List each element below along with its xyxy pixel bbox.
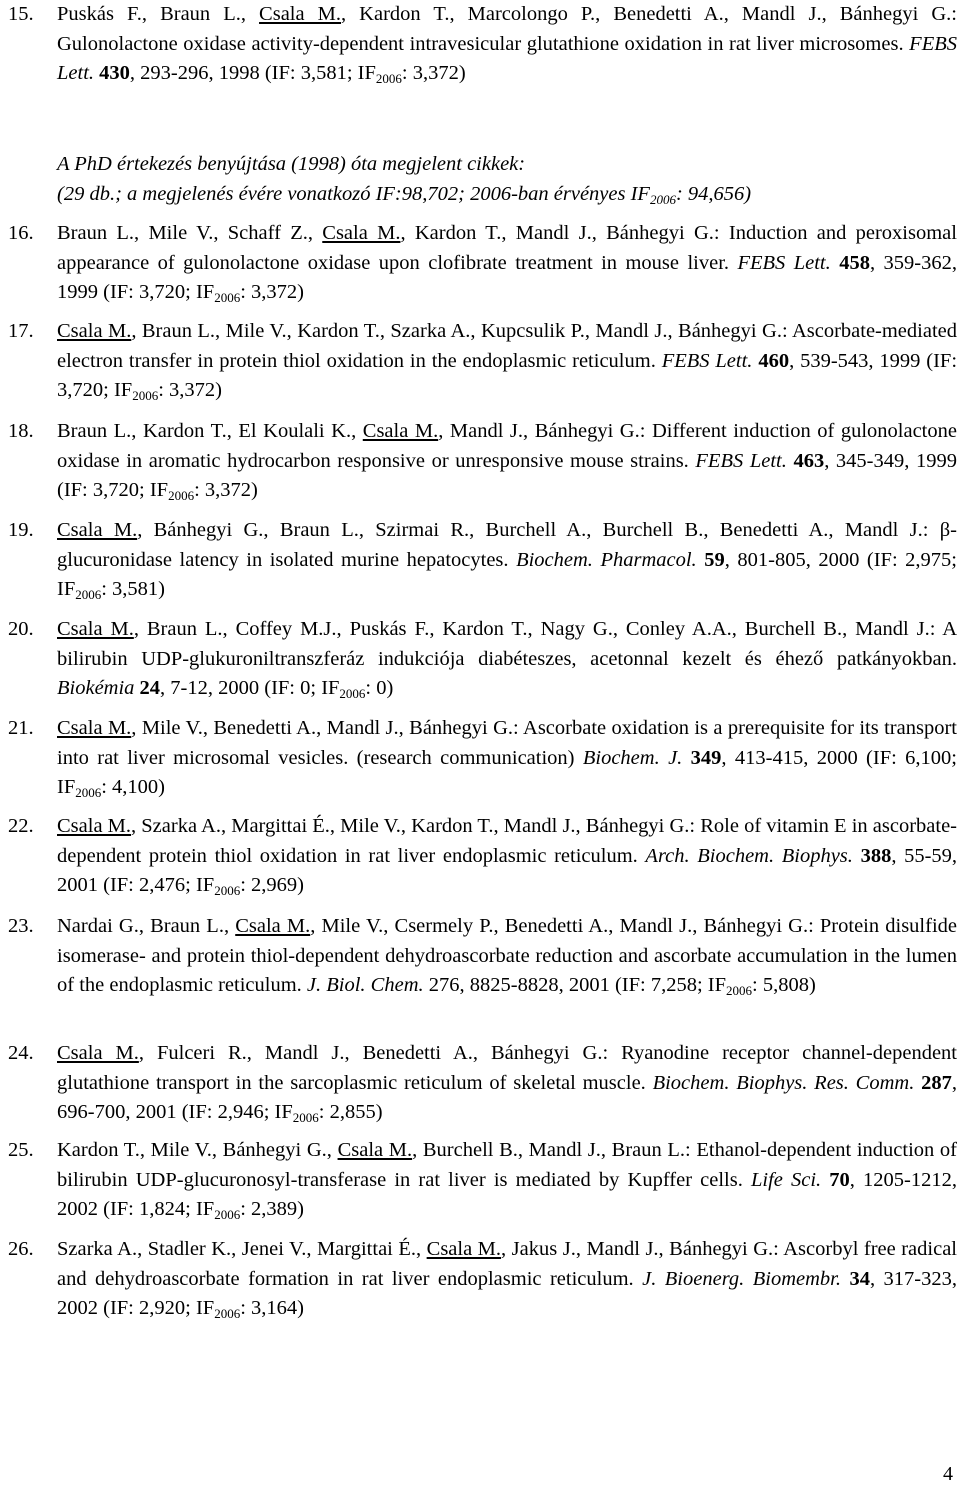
if-value: : 3,581) xyxy=(101,578,166,600)
if-value: : 3,372) xyxy=(401,62,466,84)
reference-authors: Braun L., Mile V., Schaff Z., xyxy=(57,222,323,244)
if-value: : 0) xyxy=(365,677,394,699)
reference-20 xyxy=(8,615,957,704)
reference-pages: , 801-805, 2000 (IF: 2,975; IF xyxy=(57,548,958,600)
reference-authors: , Mandl J., Bánhegyi G.: xyxy=(438,420,652,442)
reference-pages: , 359-362, 1999 (IF: 3,720; IF xyxy=(57,251,957,303)
reference-text xyxy=(57,1235,957,1324)
journal-name: FEBS Lett. xyxy=(57,32,957,84)
journal-name: J. Bioenerg. Biomembr. xyxy=(642,1267,841,1290)
reference-pages: , 7-12, 2000 (IF: 0; IF xyxy=(160,677,340,699)
reference-title: Induction and peroxisomal appearance of gulonolactone oxidase upon clofibrate treatment in mouse liver. xyxy=(57,222,957,274)
if-year: 2006 xyxy=(168,488,195,503)
journal-volume: 349 xyxy=(690,746,722,769)
reference-23 xyxy=(8,912,957,1001)
highlighted-author: Csala M. xyxy=(57,320,132,342)
reference-authors: , Kardon T., Marcolongo P., Benedetti A., Mandl J., Bánhegyi G.: xyxy=(341,3,957,25)
heading-line-1: A PhD értekezés benyújtása (1998) óta megjelent cikkek: xyxy=(57,153,526,175)
if-value: : 3,372) xyxy=(158,379,222,401)
reference-number: 15. xyxy=(8,3,34,25)
highlighted-author: Csala M. xyxy=(57,815,132,837)
reference-title: Ethanol-dependent induction of bilirubin UDP-glucuronosyl-transferase in rat liver is mediated by Kupffer cells. xyxy=(57,1139,958,1191)
page-number: 4 xyxy=(943,1463,953,1485)
if-value: : 2,969) xyxy=(240,874,304,896)
if-year: 2006 xyxy=(75,587,102,602)
journal-volume: 59 xyxy=(704,548,725,571)
reference-pages: , 539-543, 1999 (IF: 3,720; IF xyxy=(57,349,958,401)
if-year: 2006 xyxy=(214,1207,241,1222)
journal-name: Biochem. J. xyxy=(582,746,683,769)
if-year: 2006 xyxy=(726,983,753,998)
journal-name: Biochem. Pharmacol. xyxy=(516,548,697,571)
journal-name: FEBS Lett. xyxy=(661,349,753,372)
reference-title: Ascorbate oxidation is a prerequisite for its transport into rat liver microsomal vesicles. (research communication) xyxy=(57,717,957,769)
journal-name: FEBS Lett. xyxy=(737,251,831,274)
reference-number: 22. xyxy=(8,815,34,837)
reference-authors: Puskás F., Braun L., xyxy=(57,3,260,25)
journal-volume: 458 xyxy=(839,251,870,274)
reference-15 xyxy=(8,0,957,89)
if-value: : 4,100) xyxy=(101,776,166,798)
reference-text xyxy=(57,516,957,605)
journal-name: Biokémia xyxy=(57,677,135,699)
journal-volume: 287 xyxy=(921,1071,952,1094)
reference-number: 19. xyxy=(8,519,34,541)
reference-title: Different induction of gulonolactone oxidase in aromatic hydrocarbon responsive or unresponsive mouse strains. xyxy=(57,420,957,472)
journal-volume: 34 xyxy=(849,1267,870,1290)
journal-name: J. Biol. Chem. xyxy=(306,974,424,996)
if-value: : 5,808) xyxy=(752,974,816,996)
reference-24 xyxy=(8,1039,957,1128)
reference-title: Gulonolactone oxidase activity-dependent intravesicular glutathione oxidation in rat liver microsomes. xyxy=(57,32,910,55)
journal-name: Biochem. Biophys. Res. Comm. xyxy=(652,1071,915,1094)
heading-line-2: (29 db.; a megjelenés évére vonatkozó IF:98,702; 2006-ban érvényes $IF_{2006}$: 94,656) xyxy=(57,182,752,207)
journal-volume: 388 xyxy=(860,844,892,867)
reference-authors: , Szarka A., Margittai É., Mile V., Kardon T., Mandl J., Bánhegyi G.: xyxy=(131,815,701,837)
highlighted-author: Csala M. xyxy=(235,915,311,937)
if-year: 2006 xyxy=(214,883,241,898)
if-year: 2006 xyxy=(292,1110,319,1125)
if-year: 2006 xyxy=(75,785,102,800)
highlighted-author: Csala M. xyxy=(322,222,401,244)
if-value: : 3,372) xyxy=(240,281,304,303)
reference-title: Ryanodine receptor channel-dependent glutathione transport in the sarcoplasmic reticulum of skeletal muscle. xyxy=(57,1042,957,1094)
reference-text xyxy=(57,417,957,506)
journal-volume: 70 xyxy=(829,1168,850,1191)
reference-authors: , Kardon T., Mandl J., Bánhegyi G.: xyxy=(400,222,729,244)
highlighted-author: Csala M. xyxy=(362,420,439,442)
if-year: 2006 xyxy=(214,290,241,305)
reference-pages: , 696-700, 2001 (IF: 2,946; IF xyxy=(57,1071,958,1123)
reference-text xyxy=(57,615,957,704)
reference-number: 26. xyxy=(8,1238,34,1260)
journal-volume: 460 xyxy=(758,349,790,372)
reference-authors: , Mile V., Benedetti A., Mandl J., Bánhegyi G.: xyxy=(131,717,524,739)
reference-title: Ascorbate-mediated electron transfer in protein thiol oxidation in the endoplasmic reticulum. xyxy=(57,320,957,372)
reference-text xyxy=(57,714,957,803)
reference-17 xyxy=(8,317,957,406)
highlighted-author: Csala M. xyxy=(57,519,138,541)
reference-title: Role of vitamin E in ascorbate-dependent protein thiol oxidation in rat liver endoplasmic reticulum. xyxy=(57,815,957,867)
if-year: 2006 xyxy=(339,686,366,701)
reference-21 xyxy=(8,714,957,803)
highlighted-author: Csala M. xyxy=(57,618,134,640)
if-year: 2006 xyxy=(214,1306,241,1321)
reference-number: 25. xyxy=(8,1139,34,1161)
highlighted-author: Csala M. xyxy=(337,1139,413,1161)
reference-pages: , 413-415, 2000 (IF: 6,100; IF xyxy=(57,746,957,798)
if-year: 2006 xyxy=(375,71,402,86)
journal-volume: 276 xyxy=(423,974,460,996)
reference-authors: , Braun L., Coffey M.J., Puskás F., Kardon T., Nagy G., Conley A.A., Burchell B., Mandl J.: xyxy=(133,618,943,640)
reference-number: 24. xyxy=(8,1042,34,1064)
reference-19 xyxy=(8,516,957,605)
reference-title: Ascorbyl free radical and dehydroascorbate formation in rat liver endoplasmic reticulum. xyxy=(57,1238,957,1290)
reference-authors: , Fulceri R., Mandl J., Benedetti A., Bánhegyi G.: xyxy=(138,1042,622,1064)
reference-text xyxy=(57,812,957,901)
journal-volume: 24 xyxy=(139,677,161,699)
reference-authors: Kardon T., Mile V., Bánhegyi G., xyxy=(57,1139,338,1161)
reference-pages: , 317-323, 2002 (IF: 2,920; IF xyxy=(57,1267,958,1319)
if-value: : 2,389) xyxy=(240,1198,304,1220)
reference-authors: , Braun L., Mile V., Kardon T., Szarka A., Kupcsulik P., Mandl J., Bánhegyi G.: xyxy=(131,320,792,342)
reference-authors: Szarka A., Stadler K., Jenei V., Margittai É., xyxy=(57,1238,427,1260)
reference-number: 17. xyxy=(8,320,34,342)
reference-number: 21. xyxy=(8,717,34,739)
reference-text xyxy=(57,0,957,89)
reference-text xyxy=(57,1039,957,1128)
journal-volume: 430 xyxy=(99,62,130,84)
reference-25 xyxy=(8,1136,957,1225)
reference-authors: , Burchell B., Mandl J., Braun L.: xyxy=(412,1139,697,1161)
reference-16 xyxy=(8,219,957,308)
reference-22 xyxy=(8,812,957,901)
reference-text xyxy=(57,219,957,308)
reference-18 xyxy=(8,417,957,506)
reference-pages: , 8825-8828, 2001 (IF: 7,258; IF xyxy=(459,974,727,996)
reference-pages: , 345-349, 1999 (IF: 3,720; IF xyxy=(57,449,957,501)
reference-number: 16. xyxy=(8,222,34,244)
reference-text xyxy=(57,1136,957,1225)
reference-text xyxy=(57,912,957,1001)
if-value: : 2,855) xyxy=(318,1101,383,1123)
reference-title: Protein disulfide isomerase- and protein thiol-dependent dehydroascorbate reduction and ascorbate accumulation in the lumen of the endoplasmic reticulum. xyxy=(57,915,957,996)
reference-authors: Nardai G., Braun L., xyxy=(57,915,236,937)
if-value: : 3,164) xyxy=(240,1297,304,1319)
reference-authors: Braun L., Kardon T., El Koulali K., xyxy=(57,420,363,442)
journal-name: Arch. Biochem. Biophys. xyxy=(645,844,853,867)
reference-title: A bilirubin UDP-glukuroniltranszferáz indukciója diabéteszes, acetonnal kezelt és éhező patkányokban. xyxy=(57,618,957,670)
reference-number: 20. xyxy=(8,618,34,640)
reference-number: 23. xyxy=(8,915,34,937)
reference-pages: , 293-296, 1998 (IF: 3,581; IF xyxy=(129,62,376,84)
reference-pages: , 55-59, 2001 (IF: 2,476; IF xyxy=(57,844,958,896)
reference-authors: , Bánhegyi G., Braun L., Szirmai R., Burchell A., Burchell B., Benedetti A., Mandl J.: xyxy=(137,519,940,541)
reference-authors: , Jakus J., Mandl J., Bánhegyi G.: xyxy=(501,1238,784,1260)
highlighted-author: Csala M. xyxy=(57,717,132,739)
if-year: 2006 xyxy=(132,388,159,403)
if-value: : 3,372) xyxy=(194,479,258,501)
journal-volume: 463 xyxy=(793,449,825,472)
reference-title: β-glucuronidase latency in isolated murine hepatocytes. xyxy=(57,519,957,571)
section-heading xyxy=(57,150,957,209)
reference-authors: , Mile V., Csermely P., Benedetti A., Mandl J., Bánhegyi G.: xyxy=(310,915,820,937)
journal-name: FEBS Lett. xyxy=(695,449,787,472)
highlighted-author: Csala M. xyxy=(57,1042,139,1064)
reference-pages: , 1205-1212, 2002 (IF: 1,824; IF xyxy=(57,1168,957,1220)
reference-text xyxy=(57,317,957,406)
reference-number: 18. xyxy=(8,420,34,442)
journal-name: Life Sci. xyxy=(750,1168,822,1191)
highlighted-author: Csala M. xyxy=(259,3,341,25)
highlighted-author: Csala M. xyxy=(426,1238,502,1260)
reference-26 xyxy=(8,1235,957,1324)
